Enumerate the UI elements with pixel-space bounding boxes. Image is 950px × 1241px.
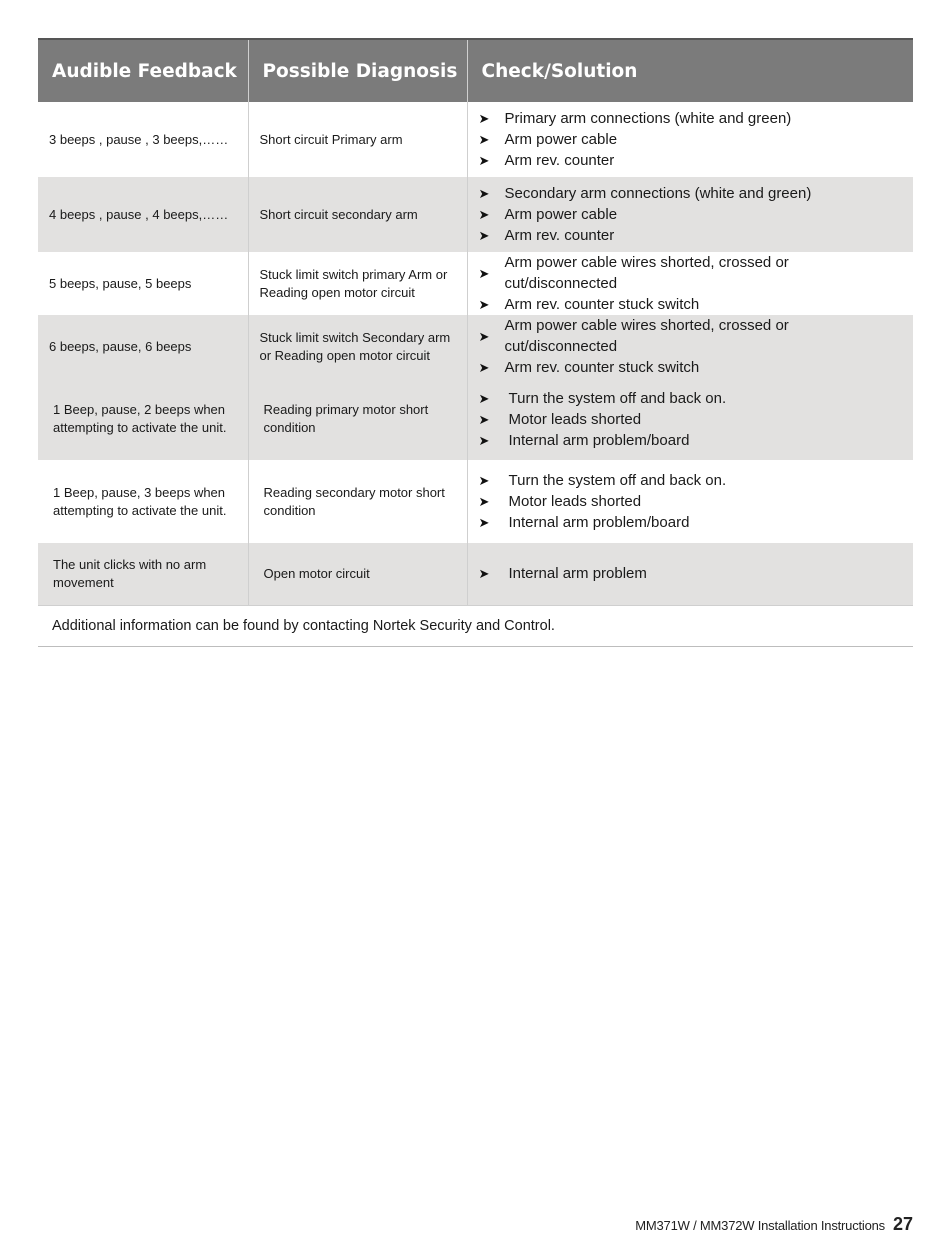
check-solution-cell — [467, 543, 913, 605]
solution-list — [479, 183, 906, 246]
arrow-bullet-icon: ➤ — [478, 265, 490, 281]
possible-diagnosis-cell: Short circuit Primary arm — [248, 102, 467, 177]
arrow-bullet-icon: ➤ — [478, 186, 490, 201]
table-row — [38, 460, 913, 543]
arrow-bullet-icon: ➤ — [478, 360, 490, 375]
header-audible-feedback: Audible Feedback — [38, 39, 248, 102]
solution-text: Internal arm problem — [508, 565, 647, 583]
arrow-bullet-icon: ➤ — [478, 432, 490, 448]
solution-text: Internal arm problem/board — [508, 514, 690, 531]
solution-item — [479, 470, 906, 491]
solution-text: Turn the system off and back on. — [508, 472, 727, 489]
solution-list — [479, 470, 906, 533]
solution-item — [479, 512, 906, 533]
header-check-solution: Check/Solution — [467, 39, 913, 102]
solution-item — [479, 129, 906, 150]
check-solution-cell — [467, 315, 913, 378]
solution-item — [479, 294, 906, 315]
table-row — [38, 543, 913, 605]
solution-item — [479, 204, 906, 225]
solution-list — [479, 563, 906, 584]
solution-text: Arm rev. counter — [504, 227, 615, 244]
possible-diagnosis-cell: Reading secondary motor short condition — [248, 460, 467, 543]
solution-text: Motor leads shorted — [508, 410, 642, 428]
arrow-bullet-icon: ➤ — [478, 328, 490, 344]
table-row — [38, 315, 913, 378]
document-title: MM371W / MM372W Installation Instructions — [635, 1218, 885, 1233]
audible-feedback-cell: The unit clicks with no arm movement — [38, 543, 248, 605]
solution-text: Arm power cable — [504, 206, 618, 223]
solution-item — [479, 252, 906, 294]
arrow-bullet-icon: ➤ — [478, 515, 490, 530]
table-row — [38, 102, 913, 177]
audible-feedback-cell: 4 beeps , pause , 4 beeps,…… — [38, 177, 248, 252]
solution-text: Arm rev. counter stuck switch — [504, 296, 700, 313]
solution-text: Secondary arm connections (white and green) — [504, 185, 812, 202]
arrow-bullet-icon: ➤ — [478, 494, 490, 509]
solution-item — [479, 430, 906, 451]
check-solution-cell — [467, 378, 913, 460]
check-solution-cell — [467, 252, 913, 315]
solution-text: Turn the system off and back on. — [508, 389, 727, 407]
arrow-bullet-icon: ➤ — [478, 111, 490, 126]
arrow-bullet-icon: ➤ — [478, 297, 490, 312]
check-solution-cell — [467, 102, 913, 177]
solution-list — [479, 388, 906, 451]
table-row — [38, 252, 913, 315]
solution-item — [479, 563, 906, 584]
solution-item — [479, 150, 906, 171]
audible-feedback-cell: 1 Beep, pause, 3 beeps when attempting to activate the unit. — [53, 484, 227, 518]
table-row — [38, 378, 913, 460]
table-body — [38, 102, 913, 646]
solution-item — [479, 183, 906, 204]
solution-list — [479, 252, 906, 315]
arrow-bullet-icon: ➤ — [478, 153, 490, 168]
solution-item — [479, 491, 906, 512]
possible-diagnosis-cell: Open motor circuit — [248, 543, 467, 605]
table-header — [38, 39, 913, 102]
solution-text: Arm power cable wires shorted, crossed or cut/disconnected — [504, 254, 789, 292]
arrow-bullet-icon: ➤ — [478, 566, 490, 582]
audible-feedback-cell: 1 Beep, pause, 2 beeps when attempting to activate the unit. — [38, 378, 248, 460]
solution-text: Arm rev. counter stuck switch — [504, 359, 700, 376]
troubleshooting-table — [38, 38, 913, 647]
solution-item — [479, 225, 906, 246]
page-number: 27 — [892, 1214, 913, 1234]
additional-info-note: Additional information can be found by contacting Nortek Security and Control. — [38, 605, 913, 646]
solution-list — [479, 315, 906, 378]
page-footer — [635, 1214, 913, 1235]
solution-text: Internal arm problem/board — [508, 431, 690, 449]
arrow-bullet-icon: ➤ — [478, 390, 490, 406]
solution-text: Arm power cable — [504, 131, 618, 148]
footnote-row — [38, 605, 913, 646]
solution-text: Arm power cable wires shorted, crossed or cut/disconnected — [504, 317, 789, 355]
solution-text: Arm rev. counter — [504, 152, 615, 169]
possible-diagnosis-cell: Reading primary motor short condition — [248, 378, 467, 460]
audible-feedback-cell: 6 beeps, pause, 6 beeps — [38, 315, 248, 378]
table-row — [38, 177, 913, 252]
solution-item — [479, 388, 906, 409]
solution-text: Primary arm connections (white and green) — [504, 110, 792, 127]
possible-diagnosis-cell: Short circuit secondary arm — [248, 177, 467, 252]
possible-diagnosis-cell: Stuck limit switch Secondary arm or Reading open motor circuit — [248, 315, 467, 378]
solution-item — [479, 315, 906, 357]
solution-item — [479, 108, 906, 129]
solution-item — [479, 357, 906, 378]
arrow-bullet-icon: ➤ — [478, 411, 490, 427]
header-possible-diagnosis: Possible Diagnosis — [248, 39, 467, 102]
audible-feedback-cell: 3 beeps , pause , 3 beeps,…… — [49, 131, 229, 147]
arrow-bullet-icon: ➤ — [478, 132, 490, 147]
arrow-bullet-icon: ➤ — [478, 207, 490, 222]
solution-text: Motor leads shorted — [508, 493, 642, 510]
arrow-bullet-icon: ➤ — [478, 473, 490, 488]
audible-feedback-cell: 5 beeps, pause, 5 beeps — [49, 275, 192, 291]
check-solution-cell — [467, 460, 913, 543]
solution-list — [479, 108, 906, 171]
check-solution-cell — [467, 177, 913, 252]
arrow-bullet-icon: ➤ — [478, 228, 490, 243]
possible-diagnosis-cell: Stuck limit switch primary Arm or Reading open motor circuit — [248, 252, 467, 315]
solution-item — [479, 409, 906, 430]
